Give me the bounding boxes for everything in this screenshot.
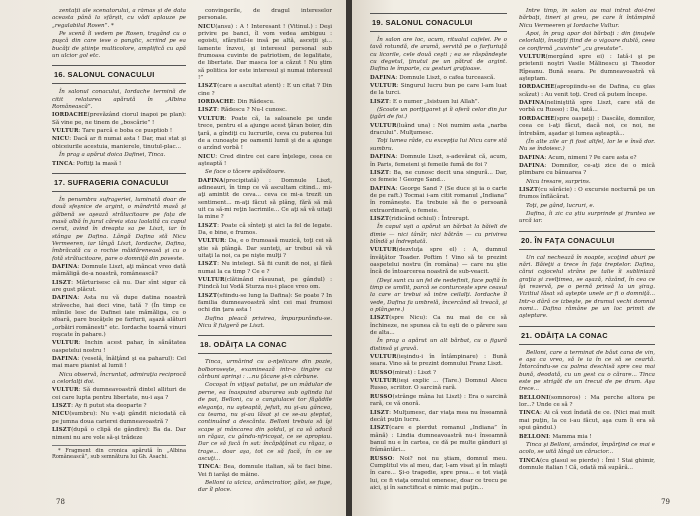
- paragraph-text: Dafina pleacă privirea, împurpurându-se. Nicu îl fulgeră pe Liszt.: [198, 315, 332, 330]
- dialogue-line: [519, 458, 655, 473]
- paragraph-text: (cu glasul se pierde) : Îmi ! Stai ghimir, domnule italian ! Că, odată mă supără...: [519, 457, 655, 471]
- speaker-name: IORDACHE: [198, 99, 234, 106]
- dialogue-line: [198, 83, 332, 98]
- speaker-name: LISZT: [370, 425, 390, 432]
- speaker-name: LISZT: [52, 427, 72, 434]
- stage-direction: [370, 338, 507, 353]
- paragraph-text: : Să dumneavoastră dintel allituri de cei care lupta pentru libertate, nu-i aşa ?: [52, 387, 186, 401]
- paragraph-text: (somnoros) : Ma perche altora pe lor...? Unde ce să ?: [519, 394, 655, 409]
- paragraph-text: : Tare parcă e boba ce pusptiob !: [78, 128, 173, 135]
- speaker-name: DAFINA: [198, 177, 224, 184]
- speaker-name: DAFINA: [370, 74, 396, 81]
- speaker-name: DAFINA: [370, 154, 396, 161]
- paragraph-text: : Inchin acest pahar, în sănătatea oaspetelui nostru !: [52, 340, 186, 354]
- paragraph-text: : Asta nu vă dupe datina noastră străveche, hai deci vine, tată ? (În timp ce mîinile lesc de Dafinei iaie mămăliga, cu o sfoară, pare bucăţele pe farfurii, aşază alături „orbăiri românesti” etc. Iordache toarnă vinuri roşcate în pahare.): [52, 295, 186, 339]
- dialogue-line: [52, 112, 186, 127]
- paragraph-text: În penumbra sufrageriei, luminată doar de două sfeşnice de argint, o mândrită masă şi gălbenă se aşează strălucitoare pe fața de masă albă în jurul căreia stau laolaltă cu capul cerut, avind în dreapta sa pe Liszt, iar în stânga pe Dafina. Lângă Dafina stă Nicu Vermeeren, iar lângă Liszt, Iordache, Dafina, îmbrăcată cu o rochie măidăreneasă şi cu o fotă strălucitoare, pare o domniţă din poveste.: [52, 196, 186, 262]
- paragraph-text: : Rădescu ? Nu-l cunosc.: [217, 107, 287, 114]
- speaker-name: DAFINA: [370, 185, 396, 192]
- speaker-name: LISZT: [370, 409, 390, 416]
- paragraph-text: Nicu tresare, surprins.: [526, 178, 591, 185]
- stage-direction: [519, 442, 655, 457]
- paragraph-text: (spre oaspeţi) : Dascăle, domnilor, ceea ce i-aţi făcut, dacă noi, ce noi, ne întrebăm, aşadar şi lumea aşteaptă...: [519, 115, 655, 137]
- stage-direction: [370, 107, 507, 122]
- paragraph-text: Belloni, care a terminat de băut cana de vin, e aşa ca vreo, să le ia în ce să se ceartă. Întorcându-se cu palma deschisă spre cea mai bună, deodată, cu un gest cu o cărare... Tinca este pe strigăt de un trecut de pe drum. Aşa trece...: [519, 349, 655, 393]
- speaker-name: DAFINA: [519, 100, 545, 107]
- speaker-name: VULTUR: [52, 340, 79, 347]
- paragraph-text: : Nu intelegi. Să fii cunit de noi, şi fără numai la ca timp ? Ce e ?: [198, 261, 332, 275]
- dialogue-line: [519, 84, 655, 99]
- speaker-name: VULTUR: [52, 128, 79, 135]
- speaker-name: VULTUR: [198, 115, 225, 122]
- page-number-left: 78: [56, 498, 65, 506]
- speaker-name: VULTUR: [198, 277, 225, 284]
- paragraph-text: Belloni ia ulcica, arâmciratior, găsi, se fuge, dar îl ploce.: [198, 479, 332, 494]
- scene-heading: 19. SALONUL CONACULUI: [370, 13, 507, 32]
- scene-heading: 20. ÎN FAŢA CONACULUI: [519, 231, 655, 250]
- dialogue-line: [52, 340, 186, 355]
- speaker-name: DAFINA: [519, 162, 545, 169]
- speaker-name: VULTUR: [519, 54, 546, 61]
- paragraph-text: Apoi, în prag apar doi bărbaţi : din ţinuţele celorlalți, însoţiţi fiind de o vigoare dublă, ceea ce confirmă „cuvinte” „cu greutate”.: [519, 31, 655, 52]
- speaker-name: DAFINA: [519, 154, 545, 161]
- paragraph-text: : Din Rădescu.: [233, 99, 275, 106]
- paragraph-text: : Singurul lucru bun pe care l-am luat de la turci.: [370, 83, 507, 97]
- paragraph-text: Nicu observă, încruntat, admiraţia reciprocă a celorlalţi doi.: [52, 371, 186, 386]
- paragraph-text: Între timp, în salon au mai intrat doi-trei bărbaţi, tineri şi greu, pe care îi întâmpină Nicu Vermeeren şi Iordache Vultur.: [519, 8, 655, 29]
- paragraph-text: (sfiindu-se lung la Dafina): Se poate ? In familia dumneavoastră sînt cei mai frumosi ochi din ţara asta !: [198, 292, 332, 314]
- dialogue-line: [198, 116, 332, 153]
- dialogue-line: [519, 100, 655, 115]
- paragraph-text: Cocoşat în viţişul patului, pe un mâdular de perne, ea înaspuind aburarea sub oglinda lui de pai, Belloni, cu o cangiulacei tor făgădile eleganţa, nu aşteaptă, jefuit, nu şi-au gâncea, cu teama, nu şi-au lăsat şi ce se-au şteptat, continuând a descănta. Belloni trebuia să îşi scape şi mâncarea din şoldul, şi ca să aducă un răgaz, cu gându-nfricoşat, ce se apropiau. Dar ce să facă în sat: încăpăţânat cu răgaz, o trage... doar aşa, tot ce să facă, în ce se ascuţi...: [198, 382, 332, 462]
- speaker-name: TINCA: [52, 160, 73, 167]
- dialogue-line: [198, 464, 332, 479]
- stage-direction: [52, 31, 186, 60]
- paragraph-text: În salon are loc, acum, ritualul cafelei. Pe o tavă rotundă, de aramă, servită pe o farfuriuţă cu licorile, cele două ceşti ; ea se răspândeşte cu degetul, ţinutul pe un pătrat de argint. Dafina le împarte, cu gesturi graţioase.: [370, 37, 507, 73]
- dialogue-line: [370, 123, 507, 138]
- dialogue-line: [52, 280, 186, 295]
- paragraph-text: (ieşi explic ... (Tare.) Domnul Alecu Russo, scriitor. O sarcină rară.: [370, 378, 507, 392]
- paragraph-text: : Bea, domnule italian, să te faci bine. Vei fi iarăşi de mâine.: [198, 464, 332, 478]
- paragraph-text: zentații ale scenatorului, a rămas și de data aceasta până la sfârșit, cu vădi aplauze pe „regalabilul Rosen”. *: [52, 8, 186, 29]
- paragraph-text: : Poate că, la saloanele pe unde trece, pentru el a ajunge acest ţăran boier, din ţară, a gîndiţi cu lucrurile, ceva cu puterea lui de a cunoaşte pe oamenii lumii şi de a ajunge o arzînd vorbă !: [198, 115, 332, 152]
- dialogue-line: [370, 186, 507, 215]
- left-page: [0, 0, 346, 516]
- stage-direction: [370, 278, 507, 315]
- paragraph-text: : Domnule Liszt, o cafea turcească.: [395, 74, 496, 81]
- stage-direction: [52, 372, 186, 387]
- speaker-name: NICU: [52, 411, 70, 418]
- dialogue-line: [52, 136, 186, 151]
- paragraph-text: Se face o tăcere apăsătoare.: [205, 169, 286, 176]
- dialogue-line: [370, 410, 507, 425]
- paragraph-text: (sumbru): Nu v-aţi gândit niciodată că pe jumna doua carierei dumneavoastră ?: [52, 411, 186, 425]
- paragraph-text: (după o clipă de gândire): Ba da. Dar nimeni nu are vole să-şi trădeze: [52, 427, 186, 441]
- paragraph-text: (cu sărăcie) : O excursie nocturnă pe un frumos înflăcărat.: [519, 186, 655, 201]
- dialogue-line: [52, 295, 186, 339]
- paragraph-text: : Acum, nimeni ? Pe care asta e?: [544, 154, 637, 161]
- dialogue-line: [198, 238, 332, 260]
- speaker-name: VULTUR: [370, 122, 397, 129]
- stage-direction: [198, 480, 332, 495]
- dialogue-line: [52, 387, 186, 402]
- dialogue-line: [370, 378, 507, 393]
- speaker-name: VULTUR: [370, 247, 397, 254]
- dialogue-line: [370, 247, 507, 276]
- stage-direction: [52, 89, 186, 111]
- stage-direction: [198, 8, 332, 23]
- paragraph-text: (ieşindu-i în întâmpinare) : Bună seara. Vino să te prezint domnului Franz Liszt.: [370, 354, 507, 368]
- paragraph-text: În prag a apărut doica Dafinei, Tinca.: [59, 152, 166, 159]
- paragraph-text: (mergând spre ei) : Iată-i şi pe prietenii noştri Vasile Mălinescu şi Theodor Rîpeanu. Bună seara. Pe dumneavoastră vă aşteptam.: [519, 54, 655, 83]
- dialogue-line: [370, 83, 507, 98]
- footnote: * Fragment din cronica apărută în „Albina Românească”, sub semnătura lui Gh. Asachi.: [52, 445, 186, 461]
- dialogue-line: [52, 356, 186, 371]
- stage-direction: [370, 138, 507, 153]
- stage-direction: [519, 211, 655, 226]
- stage-direction: [370, 224, 507, 246]
- paragraph-text: : Mărturisesc că nu. Dar sînt sigur că are gust plăcut.: [52, 279, 186, 293]
- stage-direction: [519, 350, 655, 394]
- speaker-name: LISZT: [370, 315, 390, 322]
- paragraph-text: : Dacă ar fi numai asta ! Dar, mai stat şi obiceiurile acestuia, manierele, tinutul-plac...: [52, 136, 186, 150]
- paragraph-text: În prag a apărut un alt bărbat, cu o figură distinsă şi gravă.: [370, 338, 507, 352]
- dialogue-line: [370, 370, 507, 377]
- dialogue-line: [370, 154, 507, 169]
- stage-direction: [52, 152, 186, 159]
- stage-direction: [52, 8, 186, 30]
- speaker-name: NICU: [198, 153, 216, 160]
- speaker-name: IORDACHE: [52, 112, 88, 119]
- speaker-name: LISZT: [52, 403, 72, 410]
- speaker-name: BELLONI: [519, 433, 549, 440]
- left-column-1: [52, 8, 186, 506]
- stage-direction: [198, 359, 332, 381]
- speaker-name: NICU: [52, 136, 70, 143]
- speaker-name: TINCA: [519, 457, 540, 464]
- dialogue-line: [519, 187, 655, 202]
- speaker-name: VULTUR: [198, 238, 225, 245]
- dialogue-line: [198, 277, 332, 292]
- stage-direction: [198, 169, 332, 176]
- dialogue-line: [52, 264, 186, 279]
- paragraph-text: convingerile, de dragul intereselor personale.: [198, 8, 332, 22]
- paragraph-text: : Mulţumesc, dar viaţa mea nu înseamnă decât puţin lucru.: [370, 409, 507, 423]
- speaker-name: TINCA: [198, 464, 219, 471]
- paragraph-text: : Domnilor, ce-aţi zice de o mică plimbare cu bănuarea ?: [519, 162, 655, 177]
- dialogue-line: [370, 394, 507, 409]
- speaker-name: BELLONI: [519, 394, 549, 401]
- dialogue-line: [370, 75, 507, 82]
- scene-heading: 18. ODĂIŢA LA CONAC: [198, 335, 332, 354]
- dialogue-line: [370, 425, 507, 454]
- stage-direction: [198, 316, 332, 331]
- right-page: [352, 0, 700, 516]
- paragraph-text: (spre Nicu): Ca nu mai de ce să închineze, ne spunea că tu eşti de o părere sau de alta...: [370, 315, 507, 337]
- paragraph-text: Dafina, îi zic ca ştiu surprinde şi fruntea se urcă iar.: [519, 210, 655, 225]
- paragraph-text: (mirat) : Liszt ?: [392, 369, 437, 376]
- paragraph-text: : E o numer „Isistuen lui Allah”.: [389, 98, 480, 105]
- paragraph-text: (strânge mâna lui Liszt) : Era o sarcină rară, ce vă onoră.: [370, 393, 507, 408]
- speaker-name: DAFINA: [52, 295, 78, 302]
- dialogue-line: [370, 216, 507, 223]
- paragraph-text: În salonul conacului, Iordache termină de citit relatarea apărută în „Albina Românească”.: [52, 89, 186, 111]
- paragraph-text: : Ai că vezi îndată de ce. (Nici mai mult mai puţin, la ce i-au făcut, aşa cum îi era să spui gândul.): [519, 410, 655, 432]
- dialogue-line: [198, 107, 332, 114]
- stage-direction: [519, 139, 655, 154]
- dialogue-line: [519, 410, 655, 432]
- scene-heading: 17. SUFRAGERIA CONACULUI: [52, 173, 186, 192]
- speaker-name: IORDACHE: [519, 115, 555, 122]
- dialogue-line: [52, 161, 186, 168]
- scene-heading: 21. ODĂIŢA LA CONAC: [519, 326, 655, 345]
- stage-direction: [519, 203, 655, 210]
- paragraph-text: : Da, e o frumoasă muzică, toţi cei să ştie să plângă. Dar sunteţi, ar trebui să vă uitaţi la noi, ca pe nişte mulţi ?: [198, 238, 332, 259]
- paragraph-text: (În alte zile ar fi fost altfel, lor le e însă dor. Nu se îndoiesc.): [519, 138, 655, 153]
- speaker-name: LISZT: [370, 169, 390, 176]
- dialogue-line: [370, 354, 507, 369]
- paragraph-text: Pe scenă îl vedem pe Rosen, tragând cu o puşcă din care iese o panglic, scriind pe ea bucăţi de ştiinţe multicolore, amplifică cu apă un ulcior gol etc.: [52, 31, 186, 60]
- paragraph-text: Toţi, pe gând, lucruri, e.: [526, 202, 595, 209]
- paragraph-text: Tinca, urmărind cu a-nţelicare din pozie, bolborosește, examinează intr-o tingire cu cărbuni aprinşi : ...nu ţâcane şi-n cărbune.: [198, 359, 332, 381]
- speaker-name: LISZT: [370, 215, 390, 222]
- scene-heading: 16. SALONUL CONACULUI: [52, 65, 186, 84]
- paragraph-text: Tinca şi Belloni, amândoi, împărţind ce mai e acolo, se uită lângă un cărucior...: [519, 441, 655, 456]
- dialogue-line: [370, 456, 507, 493]
- paragraph-text: : Domnule Liszt, aţi mâncat vreo dată mâmăligă de-a noastră, românească?: [52, 263, 186, 278]
- paragraph-text: (clătinând răsuunat, pe gândul) : Fiindcă lui Vodă Sturza nu-i place vreo om.: [198, 277, 332, 291]
- speaker-name: LISZT: [198, 222, 218, 229]
- speaker-name: LISZT: [198, 292, 218, 299]
- speaker-name: RUSSO: [370, 393, 393, 400]
- stage-direction: [370, 37, 507, 74]
- dialogue-line: [519, 116, 655, 138]
- paragraph-text: : Poftiţi la masă !: [72, 160, 122, 167]
- paragraph-text: : Mamma mia !: [548, 433, 592, 440]
- paragraph-text: (care e pierdut romanul „Indiana” în mână) : Lindia dumneavoastră nu-i înseamnă banul nu e în cartea, ce dă pe multe gânduri şi frâmântări...: [370, 425, 507, 454]
- dialogue-line: [370, 170, 507, 185]
- dialogue-line: [198, 261, 332, 276]
- speaker-name: RUSSO: [370, 369, 393, 376]
- dialogue-line: [198, 99, 332, 106]
- dialogue-line: [198, 154, 332, 169]
- speaker-name: VULTUR: [370, 378, 397, 385]
- dialogue-line: [370, 99, 507, 106]
- left-column-2: [198, 8, 332, 506]
- speaker-name: RUSSO: [370, 455, 393, 462]
- paragraph-text: (neliniştită spre Liszt, care stă de vorbă cu Russo) : Da, tată...: [519, 100, 655, 114]
- paragraph-text: (Deşi sunt cu un fel de nedefinit, face poftă în timp ce umilit, parcă se conturcește spre ceasul la care ar trebui să intre ceilalţi. Iordache îl vede, Dafina fa umbrelă, încercând să treacă, şi o plângere.): [370, 277, 507, 314]
- stage-direction: [519, 255, 655, 321]
- speaker-name: IORDACHE: [519, 84, 555, 91]
- stage-direction: [519, 8, 655, 30]
- speaker-name: VULTUR: [52, 387, 79, 394]
- paragraph-text: : Poate că sînteţi şi aici la fel de legate. Da, e bine, e frumos.: [198, 222, 332, 236]
- paragraph-text: : Ay fi putut sta deoparte ?: [71, 403, 147, 410]
- speaker-name: LISZT: [198, 261, 218, 268]
- dialogue-line: [198, 223, 332, 238]
- speaker-name: VULTUR: [370, 354, 397, 361]
- paragraph-text: : George Sand ? (Se duce şi ia o carte de pe raft.) Tocmai i-am citit romanul „Indiana” în românește. Ea trebuie să fie o persoană extraordinară, o femeie.: [370, 185, 507, 214]
- page-number-right: 79: [661, 498, 670, 506]
- dialogue-line: [519, 163, 655, 178]
- paragraph-text: : (veselă, înălţând şi ea paharul): Cel mai mare pianist al lumii !: [52, 356, 186, 370]
- speaker-name: NICU: [198, 23, 216, 30]
- paragraph-text: (apropiindu-se de Dafina, cu glas scăzut) : Au venit toţi. Cred că putem începe.: [519, 84, 655, 98]
- dialogue-line: [519, 395, 655, 410]
- speaker-name: LISZT: [52, 279, 72, 286]
- paragraph-text: (prevăzând ciorul inapoi pe plan): Să vine pe, ne tinem de „boscărie” !: [52, 112, 186, 126]
- paragraph-text: (care a ascultat atent) : E un citat ? Din cine ?: [198, 83, 332, 97]
- speaker-name: LISZT: [370, 98, 390, 105]
- stage-direction: [519, 31, 655, 53]
- dialogue-line: [198, 24, 332, 83]
- speaker-name: DAFINA: [52, 263, 78, 270]
- paragraph-text: : Domnule Liszt, s-adevărat că, acum, în Paris, femeieni şi femeile fumă de foi ?: [370, 154, 507, 168]
- speaker-name: LISZT: [519, 186, 539, 193]
- paragraph-text: În capul uşii a apărut un bărbat la băieli de dimie — nici tânăr, nici bătrân — cu privirea blîndă şi îndreptată.: [370, 224, 507, 245]
- stage-direction: [52, 197, 186, 263]
- dialogue-line: [52, 411, 186, 426]
- speaker-name: TINCA: [519, 410, 540, 417]
- paragraph-text: : Noi? noi nu ştiam, domnul meu. Cumplitul vis al meu, dar, l-am visat şi în mlaşti în care... Şi-o tragedie, spre prea... e tot viaţă lui, ce fi viaţa omului omenesc, doar ce trecu pe aici, şi în sanctificat e nimic mai puţin...: [370, 455, 507, 491]
- paragraph-text: (precipitată) : Domnule Liszt, adineauri, în timp ce vă ascultam citind... mi-aţi amintit de ceva... ceva ce mi-a trezit un sentiment... m-aţi făcut să plâng, fără să mă uit ca să-mi reţin lacrimile... Ce aţi să vă uitaţi la mine ?: [198, 177, 332, 221]
- paragraph-text: : Ba, ne cunosc decit una singură... Dar, ce femeie ! George Sand...: [370, 169, 507, 184]
- speaker-name: DAFINA: [52, 356, 78, 363]
- paragraph-text: (dezvluţa spre el) : A, dumnul învăţător Toader. Poftim ! Vino să te prezint oaspetelui nostru (în româna) — care nu ştie încă de întoarcerea noastră de sub-veacit.: [370, 247, 507, 276]
- right-column-2: [519, 8, 655, 506]
- stage-direction: [519, 179, 655, 186]
- paragraph-text: : Cred dintre cei care înţelege, ceea ce aşteaptă !: [198, 153, 332, 167]
- dialogue-line: [519, 434, 655, 441]
- dialogue-line: [370, 315, 507, 337]
- dialogue-line: [52, 403, 186, 410]
- paragraph-text: (Scoate un portţigaret şi îi oferă celor din jur ţigări de foi.): [370, 107, 507, 121]
- paragraph-text: (ansu) : A ! Interesant ! (Vitinul.) : Deşi privire pe banci, îl vom vedea ambiguu : egoisti, sfârșitul-ie insă pe altă, asceții şi... lamente înzvoi, şi interesul personal sub frumoasa cuvinte de patriotism, de legalitate, de libertate. Dar masca lor a căzut ! Nu ştim să politica lor este interesul şi numai interesul !”: [198, 23, 332, 82]
- dialogue-line: [198, 293, 332, 315]
- dialogue-line: [519, 54, 655, 83]
- speaker-name: VULTUR: [370, 83, 397, 90]
- paragraph-text: Un cal nechează în noapte, scoţind aburi pe nări. Băieţii a trece în faţa treptelor. Dafina, cărui cojocelul strâns pe talie îi subliniază graţia şi zvelţimea, se aşază, râzând, în cea ce îşi rezervă, pe o pernă prinsă la un şirag. Vizitiul lăsat să aştepte unele ar fi o domniţă... Intr-o dâră ce izbeşte, pe drumul vechi domnul nomi... Dafina rămâne pe un loc primit de aşteptare.: [519, 254, 655, 320]
- dialogue-line: [519, 155, 655, 162]
- speaker-name: LISZT: [198, 107, 218, 114]
- paragraph-text: (luând una) : Noi numim asta „narba dracului”. Mulţumesc.: [370, 122, 507, 137]
- dialogue-line: [198, 178, 332, 222]
- speaker-name: LISZT: [198, 83, 218, 90]
- stage-direction: [198, 382, 332, 463]
- paragraph-text: (ridicând ochiul) : Întrerupt.: [389, 215, 470, 222]
- right-column-1: [370, 8, 507, 506]
- dialogue-line: [52, 128, 186, 135]
- dialogue-line: [52, 427, 186, 442]
- paragraph-text: Toţi lumea râde, cu excepţia lui Nicu care stă sumbru.: [370, 138, 507, 152]
